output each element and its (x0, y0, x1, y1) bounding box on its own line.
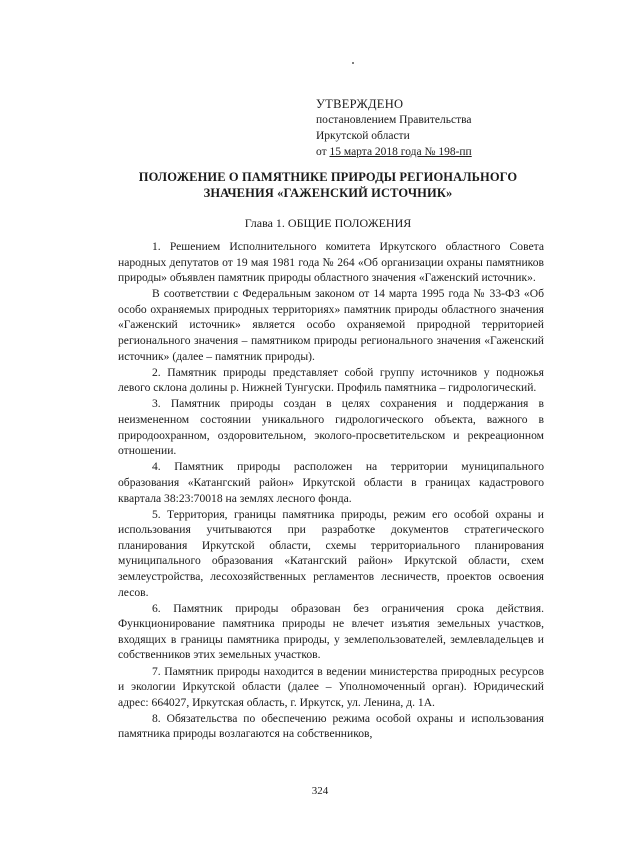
paragraph-1-continued: В соответствии с Федеральным законом от 14 марта 1995 года № 33-ФЗ «Об особо охраняемых природных территориях» памятник природы областного значения «Гаженский источник» является особо охраняемой природной территорией регионального значения – памятником природы регионального значения «Гаженский источник» (далее – памятник природы). (118, 287, 544, 363)
chapter-heading: Глава 1. ОБЩИЕ ПОЛОЖЕНИЯ (244, 216, 412, 230)
approval-date-prefix: от (316, 146, 327, 158)
document-body (118, 239, 544, 743)
paragraph-6: 6. Памятник природы образован без ограничения срока действия. Функционирование памятника природы не влечет изъятия земельных участков, входящих в границы памятника природы, у землепользователей, землевладельцев и собственников этих земельных участков. (118, 601, 544, 662)
approval-date-line (316, 144, 576, 160)
paragraph-7: 7. Памятник природы находится в ведении министерства природных ресурсов и экологии Иркутской области (далее – Уполномоченный орган). Юридический адрес: 664027, Иркутская область, г. Иркутск, ул. Ленина, д. 1А. (118, 664, 544, 709)
approval-line-1: постановлением Правительства (316, 114, 472, 126)
approval-heading: УТВЕРЖДЕНО (316, 97, 404, 111)
paragraph-1: 1. Решением Исполнительного комитета Иркутского областного Совета народных депутатов от 19 мая 1981 года № 264 «Об организации охраны памятников природы» объявлен памятник природы областного значения «Гаженский источник». (118, 240, 544, 285)
approval-date-value: 15 марта 2018 года № 198-пп (329, 146, 472, 158)
page-number: 324 (311, 785, 329, 797)
paragraph-2: 2. Памятник природы представляет собой группу источников у подножья левого склона долины р. Нижней Тунгуски. Профиль памятника – гидрологический. (118, 365, 544, 395)
title-line-1: ПОЛОЖЕНИЕ О ПАМЯТНИКЕ ПРИРОДЫ РЕГИОНАЛЬНОГО (138, 170, 518, 184)
scan-speck (352, 62, 354, 64)
approval-line-2: Иркутской области (316, 130, 410, 142)
document-title (118, 169, 538, 201)
title-line-2: ЗНАЧЕНИЯ «ГАЖЕНСКИЙ ИСТОЧНИК» (203, 186, 453, 200)
paragraph-5: 5. Территория, границы памятника природы, режим его особой охраны и использования учитываются при разработке документов стратегического планирования Иркутской области, схемы территориального планирования муниципального образования «Катангский район» Иркутской области, схем землеустройства, лесохозяйственных регламентов лесничеств, проектов освоения лесов. (118, 507, 544, 599)
paragraph-4: 4. Памятник природы расположен на территории муниципального образования «Катангский район» Иркутской области в границах кадастрового квартала 38:23:70018 на землях лесного фонда. (118, 460, 544, 505)
paragraph-8: 8. Обязательства по обеспечению режима особой охраны и использования памятника природы возлагаются на собственников, (118, 711, 544, 741)
paragraph-3: 3. Памятник природы создан в целях сохранения и поддержания в неизмененном состоянии уникального гидрологического объекта, важного в природоохранном, оздоровительном, эколого-просветительском и рекреационном отношении. (118, 397, 544, 458)
approval-block (316, 96, 576, 160)
